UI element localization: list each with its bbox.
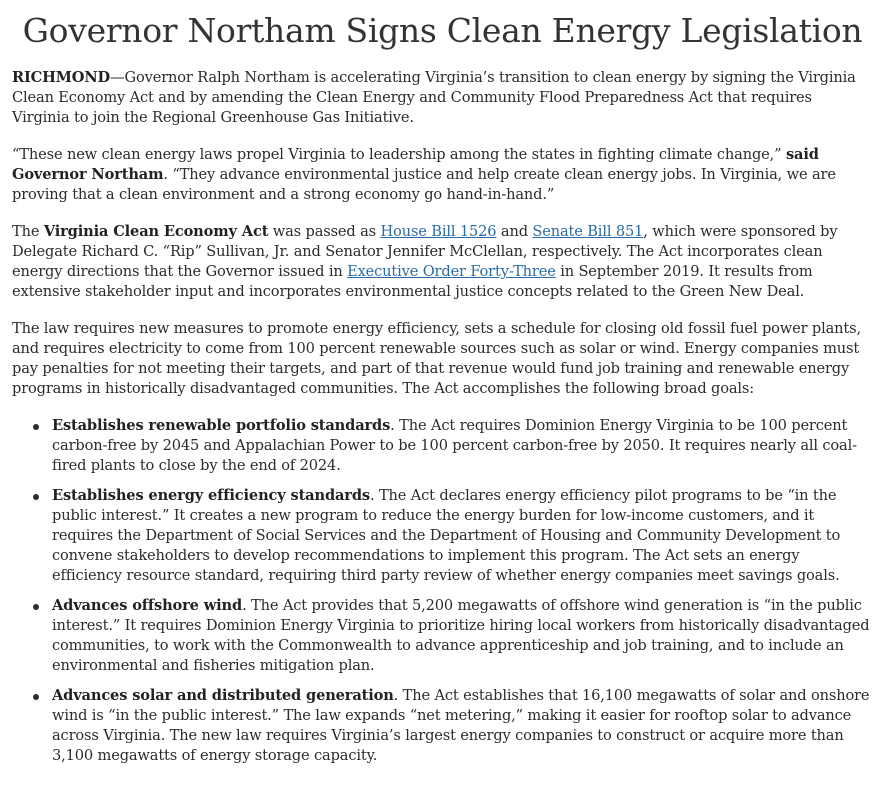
senate-bill-link[interactable]: Senate Bill 851 xyxy=(532,223,644,240)
intro-text: —Governor Ralph Northam is accelerating Virginia’s transition to clean energy by signing the Virginia Clean Economy Act and by amending the Clean Energy and Community Flood Preparedness Act that requires Virginia to join the Regional Greenhouse Gas Initiative. xyxy=(12,69,856,126)
goals-list xyxy=(12,416,873,766)
goal-text: . The Act declares energy efficiency pilot programs to be “in the public interest.” It creates a new program to reduce the energy burden for low-income customers, and it requires the Department of Social Services and the Department of Housing and Community Development to convene stakeholders to develop recommendations to implement this program. The Act sets an energy efficiency resource standard, requiring third party review of whether energy companies meet savings goals. xyxy=(52,487,841,584)
act-text-3: and xyxy=(496,223,533,240)
dateline: RICHMOND xyxy=(12,69,111,86)
bullet-icon xyxy=(33,494,39,500)
goal-heading: Advances solar and distributed generation xyxy=(52,687,394,704)
act-name: Virginia Clean Economy Act xyxy=(43,223,269,240)
quote-attribution: said Governor Northam xyxy=(12,146,819,183)
act-text-1: The xyxy=(12,223,44,240)
goal-heading: Establishes energy efficiency standards xyxy=(52,487,370,504)
intro-paragraph xyxy=(12,68,873,128)
goal-text: . The Act provides that 5,200 megawatts of offshore wind generation is “in the public interest.” It requires Dominion Energy Virginia to prioritize hiring local workers from historically disadvantaged communities, to work with the Commonwealth to advance apprenticeship and job training, and to include an environmental and fisheries mitigation plan. xyxy=(52,597,870,674)
law-paragraph: The law requires new measures to promote energy efficiency, sets a schedule for closing old fossil fuel power plants, and requires electricity to come from 100 percent renewable sources such as solar or wind. Energy companies must pay penalties for not meeting their targets, and part of that revenue would fund job training and renewable energy programs in historically disadvantaged communities. The Act accomplishes the following broad goals: xyxy=(12,320,861,397)
executive-order-link[interactable]: Executive Order Forty-Three xyxy=(347,263,556,280)
bullet-icon xyxy=(33,424,39,430)
house-bill-link[interactable]: House Bill 1526 xyxy=(380,223,497,240)
list-item xyxy=(52,486,873,586)
act-paragraph xyxy=(12,222,873,302)
quote-part-1: “These new clean energy laws propel Virginia to leadership among the states in fighting climate change,” xyxy=(12,146,786,163)
quote-part-2: . “They advance environmental justice and help create clean energy jobs. In Virginia, we are proving that a clean environment and a strong economy go hand-in-hand.” xyxy=(12,166,836,203)
act-text-5: in September 2019. It results from extensive stakeholder input and incorporates environmental justice concepts related to the Green New Deal. xyxy=(12,263,813,300)
goal-text: . The Act requires Dominion Energy Virginia to be 100 percent carbon-free by 2045 and Appalachian Power to be 100 percent carbon-free by 2050. It requires nearly all coal-fired plants to close by the end of 2024. xyxy=(52,417,857,474)
bullet-icon xyxy=(33,694,39,700)
goal-heading: Advances offshore wind xyxy=(52,597,243,614)
page-title: Governor Northam Signs Clean Energy Legislation xyxy=(22,11,863,50)
act-text-2: was passed as xyxy=(268,223,381,240)
list-item xyxy=(52,596,873,676)
list-item xyxy=(52,686,873,766)
list-item xyxy=(52,416,873,476)
quote-paragraph xyxy=(12,145,873,205)
bullet-icon xyxy=(33,604,39,610)
goal-heading: Establishes renewable portfolio standards xyxy=(52,417,391,434)
goal-text: . The Act establishes that 16,100 megawatts of solar and onshore wind is “in the public interest.” The law expands “net metering,” making it easier for rooftop solar to advance across Virginia. The new law requires Virginia’s largest energy companies to construct or acquire more than 3,100 megawatts of energy storage capacity. xyxy=(52,687,870,764)
act-text-4: , which were sponsored by Delegate Richard C. “Rip” Sullivan, Jr. and Senator Jennifer McClellan, respectively. The Act incorporates clean energy directions that the Governor issued in xyxy=(12,223,838,280)
